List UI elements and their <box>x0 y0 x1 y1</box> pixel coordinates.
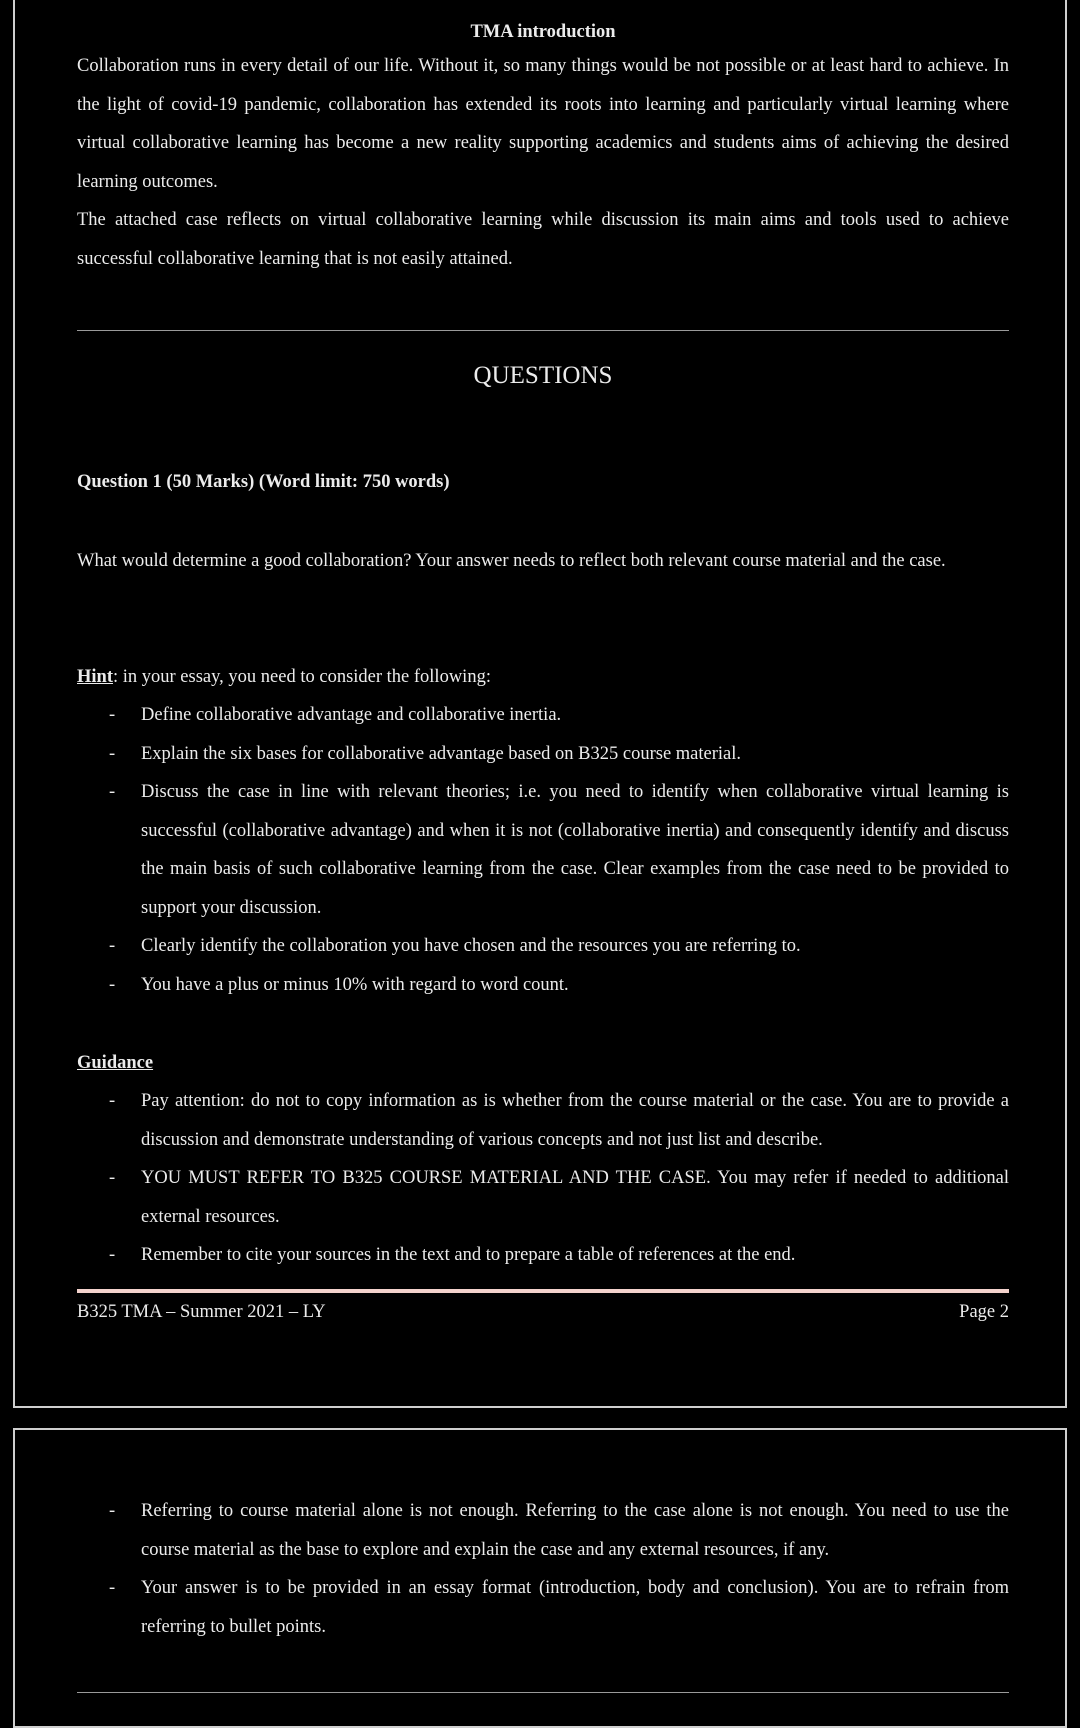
intro-paragraph-1: Collaboration runs in every detail of our life. Without it, so many things would be not possible or at least hard to achieve. In the light of covid-19 pandemic, collaboration has extended its roots into learning and particularly virtual learning where virtual collaborative learning has become a new reality supporting academics and students aims of achieving the desired learning outcomes. <box>77 56 1009 192</box>
footer-page-number: Page 2 <box>959 1302 1009 1322</box>
page-content <box>77 0 1009 1410</box>
list-item: - Pay attention: do not to copy information as is whether from the course material or the case. You are to provide a discussion and demonstrate understanding of various concepts and not just list and describe. <box>109 1091 1009 1150</box>
page-content <box>77 1430 1009 1710</box>
list-item: - Referring to course material alone is not enough. Referring to the case alone is not enough. You need to use the course material as the base to explore and explain the case and any external resources, if any. <box>109 1501 1009 1560</box>
hint-list <box>77 696 1009 1004</box>
footer-course-label: B325 TMA – Summer 2021 – LY <box>77 1302 326 1322</box>
list-item: - Your answer is to be provided in an essay format (introduction, body and conclusion). You are to refrain from referring to bullet points. <box>109 1578 1009 1637</box>
hint-label: Hint <box>77 667 113 687</box>
list-item: - Clearly identify the collaboration you have chosen and the resources you are referring to. <box>109 936 801 956</box>
list-item: - Remember to cite your sources in the text and to prepare a table of references at the end. <box>109 1245 796 1265</box>
list-item: - YOU MUST REFER TO B325 COURSE MATERIAL AND THE CASE. You may refer if needed to additional external resources. <box>109 1168 1009 1227</box>
list-item: - Define collaborative advantage and collaborative inertia. <box>109 705 562 725</box>
intro-section <box>77 47 1009 278</box>
footer-rule <box>77 1289 1009 1293</box>
guidance-list <box>77 1082 1009 1275</box>
hint-intro: : in your essay, you need to consider the following: <box>112 667 491 687</box>
questions-title: QUESTIONS <box>473 362 613 389</box>
document-page-3 <box>13 1428 1067 1728</box>
intro-paragraph-2: The attached case reflects on virtual collaborative learning while discussion its main aims and tools used to achieve successful collaborative learning that is not easily attained. <box>77 210 1009 269</box>
question-1-heading: Question 1 (50 Marks) (Word limit: 750 words) <box>77 472 450 492</box>
document-page-2 <box>13 0 1067 1408</box>
list-item: - Discuss the case in line with relevant theories; i.e. you need to identify when collaborative virtual learning is successful (collaborative advantage) and when it is not (collaborative inertia) and consequently identify and discuss the main basis of such collaborative learning from the case. Clear examples from the case need to be provided to support your discussion. <box>109 782 1009 918</box>
list-item: - You have a plus or minus 10% with regard to word count. <box>109 974 569 995</box>
guidance-list-continued <box>77 1492 1009 1646</box>
guidance-heading <box>77 1044 153 1083</box>
guidance-label: Guidance <box>77 1053 154 1073</box>
section-divider <box>77 1692 1009 1693</box>
question-1-text: What would determine a good collaboration? Your answer needs to reflect both relevant course material and the case. <box>77 551 946 571</box>
hint-line <box>77 658 1009 697</box>
section-divider <box>77 330 1009 331</box>
intro-title: TMA introduction <box>470 22 616 42</box>
list-item: - Explain the six bases for collaborative advantage based on B325 course material. <box>109 743 742 764</box>
